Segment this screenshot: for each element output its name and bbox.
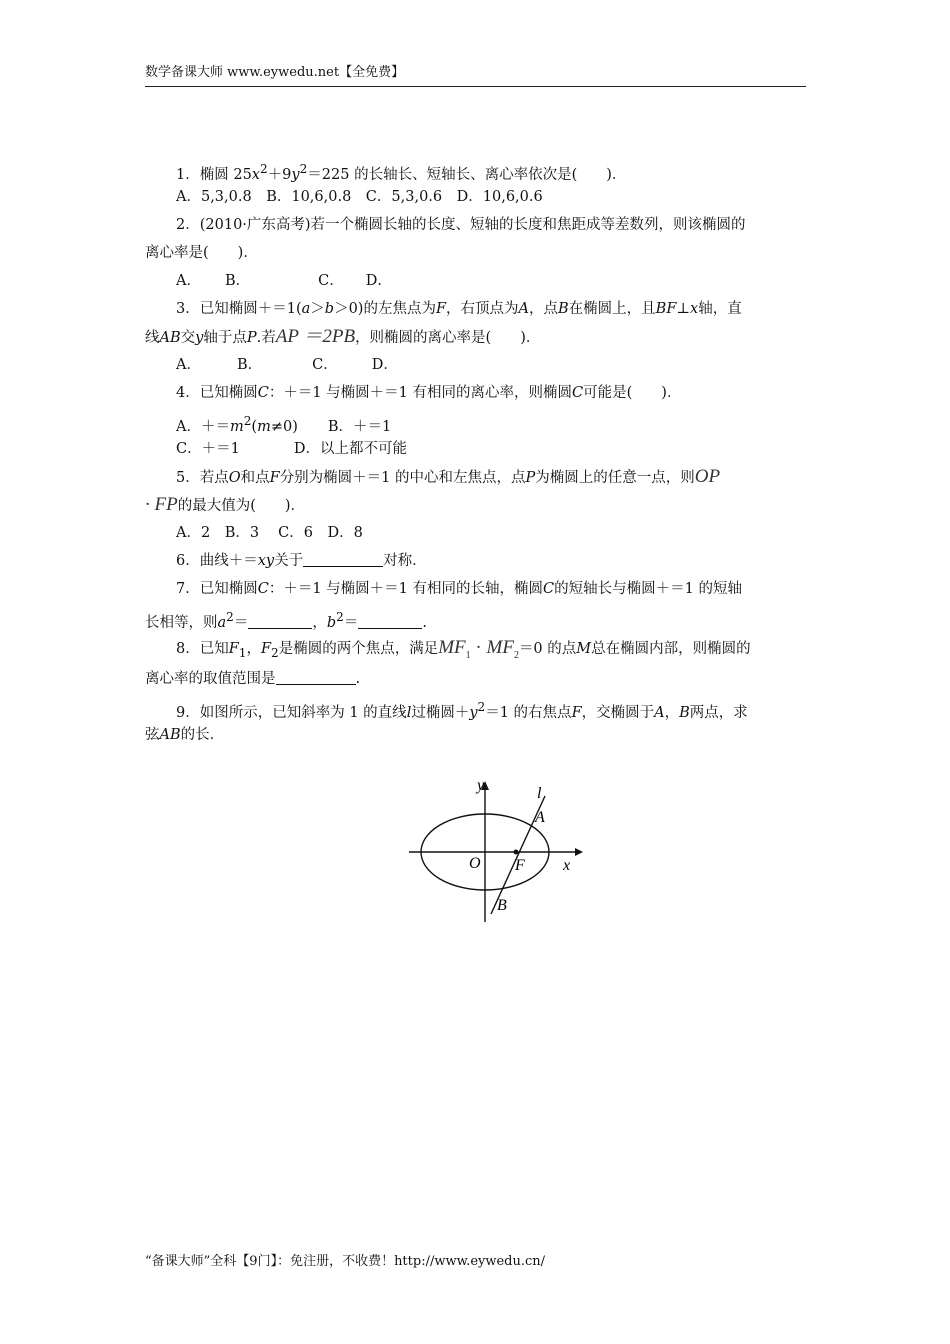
footer-text: “备课大师”全科【9门】：免注册，不收费！http://www.eywedu.cn/ [145, 1254, 546, 1269]
label-y: y [477, 777, 485, 794]
label-b: B [497, 897, 507, 914]
question-5-options: A．2 B．3 C．6 D．8 [176, 525, 363, 541]
question-2-cont: 离心率是( )． [145, 245, 258, 261]
page-header [145, 64, 806, 87]
focus-point [514, 850, 519, 855]
vector-ap-2pb: AP ＝2PB [275, 326, 356, 347]
vector-mf1-mf2: $MF_1 \cdot MF_2$ [438, 637, 519, 661]
page-footer [145, 1250, 545, 1269]
vector-fp: · FP [145, 494, 178, 515]
label-x: x [563, 857, 571, 874]
ellipse-figure [405, 776, 585, 926]
answer-blank[interactable] [358, 612, 422, 629]
question-8: 8．已知$F_1$，$F_2$是椭圆的两个焦点，满足$MF_1 \cdot MF_2=0$ 的点M总在椭圆内部，则椭圆的 [176, 637, 751, 661]
answer-blank[interactable] [303, 550, 383, 567]
content [145, 155, 806, 749]
question-5: 5．若点O和点F分别为椭圆＋＝1 的中心和左焦点，点P为椭圆上的任意一点，则OP [176, 466, 721, 487]
label-o: O [469, 855, 481, 872]
answer-blank[interactable] [248, 612, 312, 629]
question-7: 7．已知椭圆C：＋＝1 与椭圆＋＝1 有相同的长轴，椭圆C的短轴长与椭圆＋＝1 的短轴 [176, 581, 742, 597]
question-4: 4．已知椭圆C：＋＝1 与椭圆＋＝1 有相同的离心率，则椭圆C可能是( )． [176, 385, 682, 401]
question-4-options-cd: C．＋＝1 D．以上都不可能 [176, 441, 407, 457]
answer-blank[interactable] [276, 668, 356, 685]
label-a: A [535, 809, 545, 826]
question-3-cont: 线AB交y轴于点P.若AP ＝2PB，则椭圆的离心率是( )． [145, 326, 541, 347]
label-l: l [537, 785, 542, 802]
question-3: 3．已知椭圆＋＝1(a＞b＞0)的左焦点为F，右顶点为A，点B在椭圆上，且BF⊥x轴，直 [176, 301, 742, 317]
question-8-cont: 离心率的取值范围是 . [145, 665, 806, 693]
question-7-cont: 长相等，则$a^2=$ ，$b^2=$ . [145, 610, 427, 631]
question-1: 1．椭圆 $25x^2+9y^2=225$ 的长轴长、短轴长、离心率依次是( )． [176, 162, 627, 183]
question-9-cont: 弦AB的长． [145, 727, 225, 743]
question-6: 6．曲线＋＝xy关于 对称． [145, 547, 806, 575]
question-2-options: A． B． C． D． [176, 273, 392, 289]
question-4-options-ab: A．$+=m^2(m\ne 0)$ B．＋＝1 [176, 414, 392, 435]
question-5-cont: · FP的最大值为( )． [145, 494, 306, 515]
header-text: 数学备课大师 www.eywedu.net【全免费】 [145, 65, 405, 80]
x-axis-arrow [575, 848, 583, 856]
question-1-options: A．5,3,0.8 B．10,6,0.8 C．5,3,0.6 D．10,6,0.6 [176, 189, 543, 205]
question-3-options: A． B． C． D． [176, 357, 398, 373]
question-2: 2．(2010·广东高考)若一个椭圆长轴的长度、短轴的长度和焦距成等差数列，则该椭圆的 [176, 217, 746, 233]
label-f: F [515, 857, 525, 874]
question-9: 9．如图所示，已知斜率为 1 的直线l过椭圆$+y^2=1$ 的右焦点F，交椭圆于A，B两点，求 [176, 700, 748, 721]
vector-op: OP [694, 466, 721, 487]
